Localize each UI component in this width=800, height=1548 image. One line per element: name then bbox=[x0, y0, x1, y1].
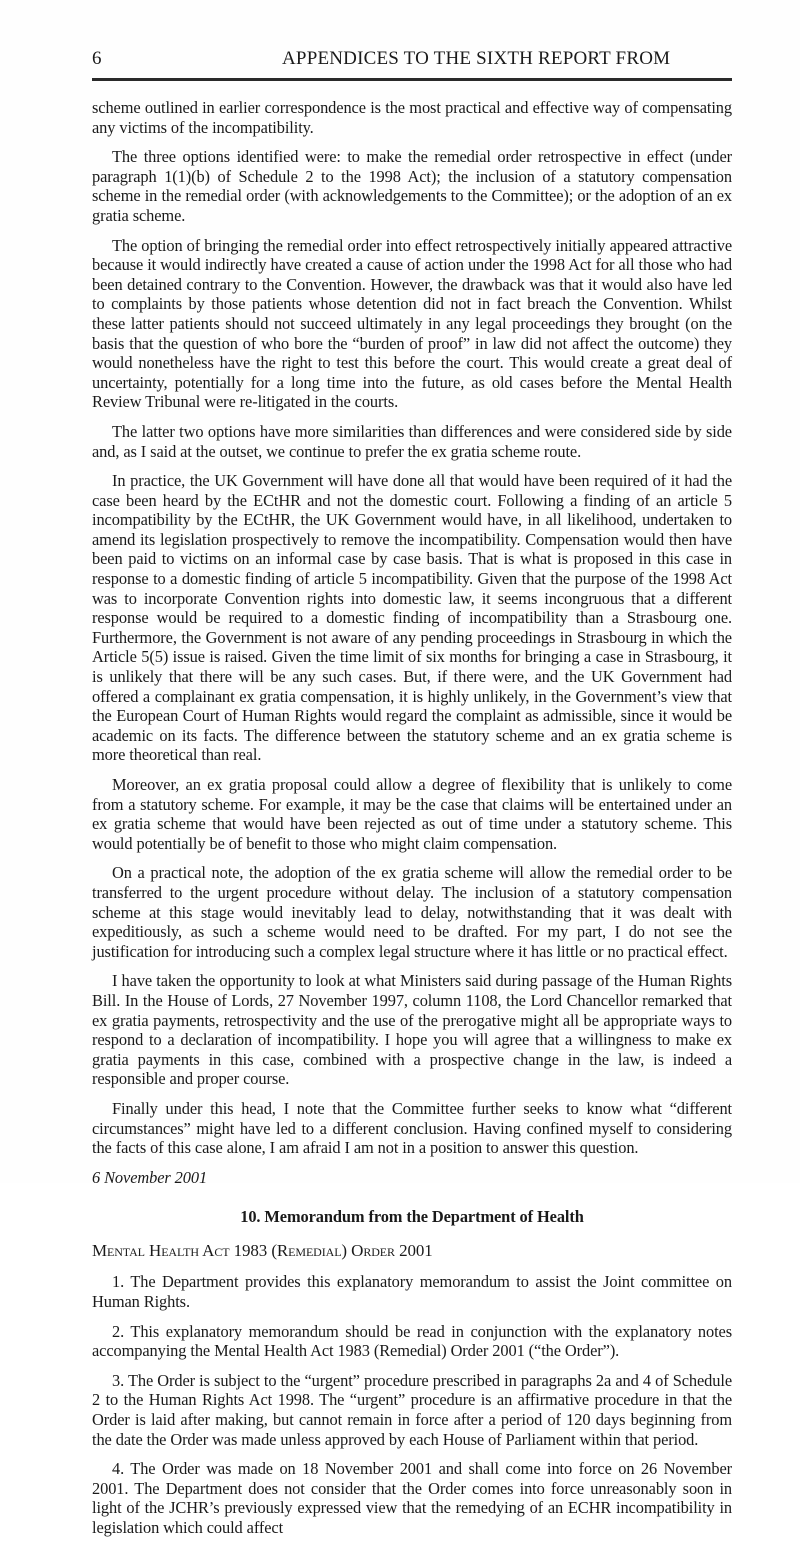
section-heading: 10. Memorandum from the Department of Health bbox=[240, 1207, 584, 1227]
numbered-paragraph: 2. This explanatory memorandum should be read in conjunction with the explanatory notes accompanying the Mental Health Act 1983 (Remedial) Order 2001 (“the Order”). bbox=[92, 1321, 732, 1361]
paragraph: I have taken the opportunity to look at what Ministers said during passage of the Human Rights Bill. In the House of Lords, 27 November 1997, column 1108, the Lord Chancellor remarked that ex gratia payments, retrospectivity and the use of the prerogative might all be appropriate ways to respond to a declaration of incompatibility. I hope you will agree that a willingness to make ex gratia payments in this case, combined with a prospective change in the law, is indeed a responsible and proper course. bbox=[92, 971, 732, 1089]
paragraph: The option of bringing the remedial order into effect retrospectively initially appeared attractive because it would indirectly have created a cause of action under the 1998 Act for all those who had been detained contrary to the Convention. However, the drawback was that it would also have led to complaints by those patients whose detention did not in fact breach the Convention. Whilst these latter patients should not succeed ultimately in any legal proceedings they brought (on the basis that the question of who bore the “burden of proof” in law did not affect the outcome) they would nonetheless have the right to test this before the court. This would create a great deal of uncertainty, potentially for a long time into the future, as old cases before the Mental Health Review Tribunal were re-litigated in the courts. bbox=[92, 235, 732, 412]
paragraph: The latter two options have more similarities than differences and were considered side by side and, as I said at the outset, we continue to prefer the ex gratia scheme route. bbox=[92, 421, 732, 461]
header-rule bbox=[92, 78, 732, 81]
letter-date: 6 November 2001 bbox=[92, 1167, 208, 1187]
paragraph: scheme outlined in earlier correspondence is the most practical and effective way of compensating any victims of the incompatibility. bbox=[92, 98, 732, 137]
paragraph: On a practical note, the adoption of the ex gratia scheme will allow the remedial order to be transferred to the urgent procedure without delay. The inclusion of a statutory compensation scheme at this stage would inevitably lead to delay, notwithstanding that it was dealt with expeditiously, as such a scheme would need to be drafted. For my part, I do not see the justification for introducing such a complex legal structure where it has little or no practical effect. bbox=[92, 863, 732, 961]
page-number: 6 bbox=[92, 48, 102, 69]
numbered-paragraph: 3. The Order is subject to the “urgent” procedure prescribed in paragraphs 2a and 4 of Schedule 2 to the Human Rights Act 1998. The “urgent” procedure is an affirmative procedure in that the Order is laid after making, but cannot remain in force after a period of 120 days beginning from the date the Order was made unless approved by each House of Parliament within that period. bbox=[92, 1370, 732, 1449]
order-title: Mental Health Act 1983 (Remedial) Order 2001 bbox=[92, 1240, 433, 1260]
paragraph: The three options identified were: to make the remedial order retrospective in effect (under paragraph 1(1)(b) of Schedule 2 to the 1998 Act); the inclusion of a statutory compensation scheme in the remedial order (with acknowledgements to the Committee); or the adoption of an ex gratia scheme. bbox=[92, 147, 732, 225]
paragraph: Moreover, an ex gratia proposal could allow a degree of flexibility that is unlikely to come from a statutory scheme. For example, it may be the case that claims will be entertained under an ex gratia scheme that would have been rejected as out of time under a statutory scheme. This would potentially be of benefit to those who might claim compensation. bbox=[92, 775, 732, 853]
numbered-paragraph: 4. The Order was made on 18 November 2001 and shall come into force on 26 November 2001. The Department does not consider that the Order comes into force unreasonably soon in light of the JCHR’s previously expressed view that the remedying of an ECHR incompatibility in legislation which could affect bbox=[92, 1459, 732, 1537]
numbered-paragraph: 1. The Department provides this explanatory memorandum to assist the Joint committee on Human Rights. bbox=[92, 1272, 732, 1312]
paragraph: In practice, the UK Government will have done all that would have been required of it had the case been heard by the ECtHR and not the domestic court. Following a finding of an article 5 incompatibility by the ECtHR, the UK Government would have, in all likelihood, undertaken to amend its legislation prospectively to remove the incompatibility. Compensation would then have been paid to victims on an informal case by case basis. That is what is proposed in this case in response to a domestic finding of article 5 incompatibility. Given that the purpose of the 1998 Act was to incorporate Convention rights into domestic law, it seems incongruous that a different response would be required to a domestic finding of incompatibility than a Strasbourg one. Furthermore, the Government is not aware of any pending proceedings in Strasbourg in which the Article 5(5) issue is raised. Given the time limit of six months for bringing a case in Strasbourg, it is unlikely that there will be any such cases. But, if there were, and the UK Government had offered a complainant ex gratia compensation, it is highly unlikely, in the Government’s view that the European Court of Human Rights would regard the complaint as admissible, since it would be academic on its facts. The difference between the statutory scheme and an ex gratia scheme is more theoretical than real. bbox=[92, 471, 732, 765]
paragraph: Finally under this head, I note that the Committee further seeks to know what “different circumstances” might have led to a different conclusion. Having confined myself to considering the facts of this case alone, I am afraid I am not in a position to answer this question. bbox=[92, 1098, 732, 1158]
running-title: APPENDICES TO THE SIXTH REPORT FROM bbox=[282, 48, 671, 69]
body-text bbox=[92, 98, 732, 1548]
running-head bbox=[92, 48, 732, 74]
